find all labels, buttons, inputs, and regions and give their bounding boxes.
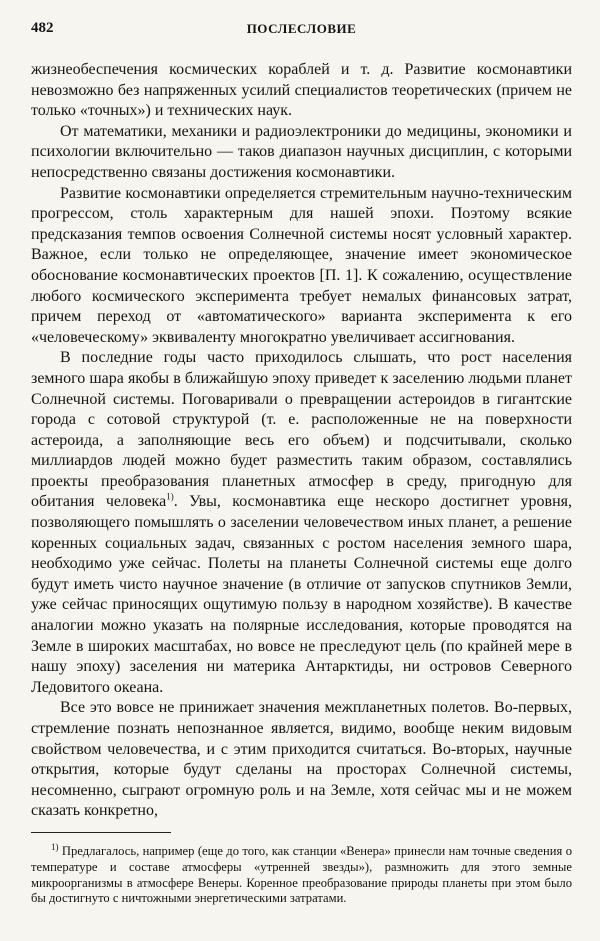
footnote-marker: 1) [51, 841, 59, 852]
paragraph-with-footnote [31, 348, 572, 698]
footnote-divider [31, 832, 171, 833]
paragraph: Развитие космонавтики определяется стремительным научно-техническим прогрессом, столь характерным для нашей эпохи. Поэтому всякие предсказания темпов освоения Солнечной системы носят условный характер. Важное, если только не определяющее, значение имеет экономическое обоснование космонавтических проектов [П. 1]. К сожалению, осуществление любого космического эксперимента требует немалых финансовых затрат, причем переход от «автоматического» варианта эксперимента к его «человеческому» эквиваленту многократно увеличивает ассигнования. [31, 184, 572, 346]
footnote [31, 841, 572, 907]
paragraph-text: В последние годы часто приходилось слышать, что рост населения земного шара якобы в ближайшую эпоху приведет к заселению людьми планет Солнечной системы. Поговаривали о превращении астероидов в гигантские города с сотовой структурой (т. е. расположенные не на поверхности астероида, а заполняющие весь его объем) и подсчитывали, сколько миллиардов людей можно будет разместить таким образом, составлялись проекты преобразования планетных атмосфер в среду, пригодную для обитания человека [31, 349, 572, 511]
page-number: 482 [31, 20, 54, 36]
footnote-text: Предлагалось, например (еще до того, как станции «Венера» принесли нам точные сведения о температуре и составе атмосферы «утренней звезды»), размножить для этого земные микроорганизмы в атмосфере Венеры. Коренное преобразование природы планеты при этом было бы достигнуто с ничтожными энергетическими затратами. [31, 844, 572, 906]
body-text [31, 60, 572, 822]
footnote-reference[interactable]: 1) [166, 492, 174, 503]
paragraph-text: . Увы, космонавтика еще нескоро достигнет уровня, позволяющего помышлять о заселении человечеством иных планет, а решение коренных социальных задач, связанных с ростом населения земного шара, необходимо уже сейчас. Полеты на планеты Солнечной системы еще долго будут иметь чисто научное значение (в отличие от запусков спутников Земли, уже сейчас приносящих ощутимую пользу в народном хозяйстве). В качестве аналогии можно указать на полярные исследования, которые проводятся на Земле в широких масштабах, но вовсе не преследуют цель (по крайней мере в нашу эпоху) заселения ни материка Антарктиды, ни островов Северного Ледовитого океана. [31, 493, 572, 696]
page-header [31, 20, 572, 40]
running-title: ПОСЛЕСЛОВИЕ [246, 21, 357, 36]
paragraph: Все это вовсе не принижает значения межпланетных полетов. Во-первых, стремление познать непознанное является, видимо, вообще неким видовым свойством человечества, и с этим приходится считаться. Во-вторых, научные открытия, которые будут сделаны на просторах Солнечной системы, несомненно, сыграют огромную роль и на Земле, хотя сейчас мы и не можем сказать конкретно, [31, 699, 572, 820]
paragraph-continued: жизнеобеспечения космических кораблей и т. д. Развитие космонавтики невозможно без напряженных усилий специалистов теоретических (причем не только «точных») и технических наук. [31, 61, 572, 120]
paragraph: От математики, механики и радиоэлектроники до медицины, экономики и психологии включительно — таков диапазон научных дисциплин, с которыми непосредственно связаны достижения космонавтики. [31, 122, 572, 181]
